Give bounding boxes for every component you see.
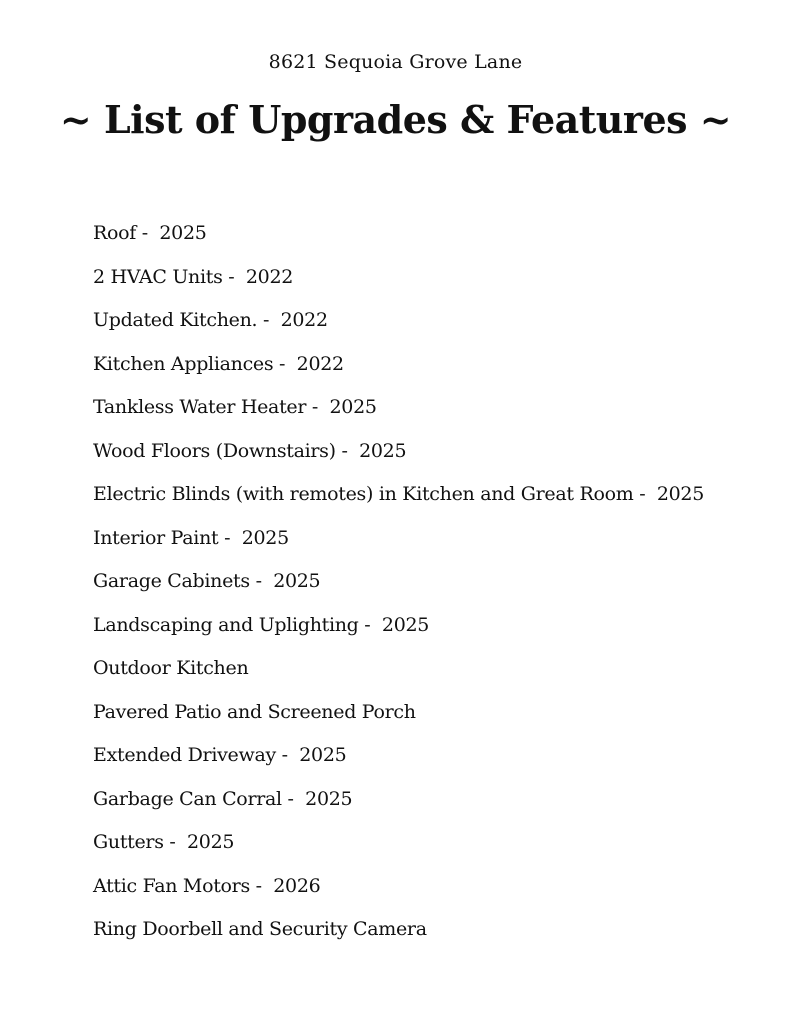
upgrades-list	[93, 218, 704, 958]
item-label: Updated Kitchen.	[93, 309, 258, 331]
item-year: - 2025	[218, 527, 289, 549]
item-year: - 2025	[136, 222, 207, 244]
list-item	[93, 784, 704, 828]
item-label: Wood Floors (Downstairs)	[93, 439, 336, 462]
item-label: Tankless Water Heater	[93, 396, 307, 418]
item-year: - 2022	[257, 309, 328, 331]
list-item	[93, 436, 704, 480]
item-year: - 2025	[250, 570, 321, 592]
item-year: - 2025	[306, 396, 377, 418]
list-item	[93, 827, 704, 871]
list-item	[93, 697, 704, 741]
item-label: Garage Cabinets	[93, 570, 250, 592]
list-item	[93, 349, 704, 393]
item-label: Gutters	[93, 831, 164, 853]
item-label: Pavered Patio and Screened Porch	[93, 700, 416, 723]
item-label: Roof	[93, 222, 137, 244]
list-item	[93, 740, 704, 784]
item-label: Extended Driveway	[93, 744, 276, 766]
item-label: Attic Fan Motors	[93, 874, 250, 897]
item-year: - 2025	[282, 788, 353, 810]
item-year: - 2022	[223, 266, 294, 288]
property-address: 8621 Sequoia Grove Lane	[268, 51, 523, 73]
item-year: - 2025	[164, 831, 235, 853]
item-year: - 2022	[273, 353, 344, 375]
list-item	[93, 218, 704, 262]
list-item	[93, 479, 704, 523]
list-item	[93, 262, 704, 306]
page-title: ~ List of Upgrades & Features ~	[59, 97, 732, 142]
item-label: Kitchen Appliances	[93, 352, 274, 375]
item-label: Landscaping and Uplighting	[93, 613, 359, 636]
item-label: Outdoor Kitchen	[93, 657, 249, 679]
item-label: Interior Paint	[93, 526, 219, 549]
list-item	[93, 653, 704, 697]
item-year: - 2025	[359, 614, 430, 636]
item-year: - 2025	[633, 483, 704, 505]
list-item	[93, 523, 704, 567]
item-year: - 2026	[250, 875, 321, 897]
list-item	[93, 392, 704, 436]
list-item	[93, 610, 704, 654]
item-label: Garbage Can Corral	[93, 787, 282, 810]
item-year: - 2025	[276, 744, 347, 766]
item-year: - 2025	[336, 440, 407, 462]
list-item	[93, 566, 704, 610]
list-item	[93, 305, 704, 349]
item-label: Electric Blinds (with remotes) in Kitchen and Great Room	[93, 483, 634, 505]
list-item	[93, 871, 704, 915]
item-label: Ring Doorbell and Security Camera	[93, 918, 427, 940]
list-item	[93, 914, 704, 958]
item-label: 2 HVAC Units	[93, 265, 223, 288]
